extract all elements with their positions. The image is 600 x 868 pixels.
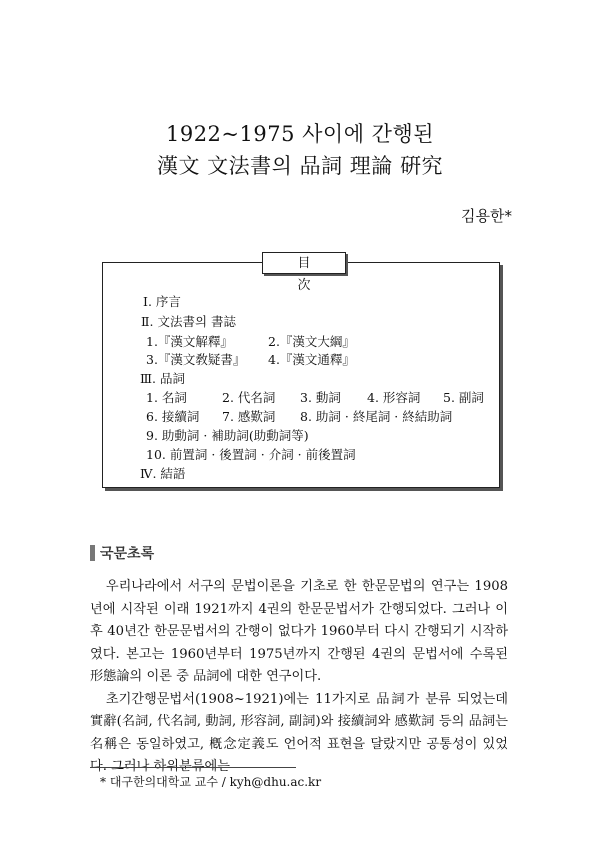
toc-item: 3.『漢文敎疑書』	[146, 352, 246, 367]
toc-item: 8. 助詞 · 終尾詞 · 終結助詞	[300, 409, 453, 424]
toc-item: 1.『漢文解釋』	[146, 334, 233, 349]
toc-section-1: Ⅰ. 序言	[143, 294, 181, 309]
toc-item: 5. 副詞	[443, 390, 484, 405]
toc-item: 9. 助動詞 · 補助詞(助動詞等)	[146, 428, 309, 443]
toc-item: 4. 形容詞	[367, 390, 421, 405]
paper-title-line-2: 漢文 文法書의 品詞 理論 硏究	[157, 154, 443, 178]
toc-section-3: Ⅲ. 品詞	[140, 371, 186, 386]
toc-item: 10. 前置詞 · 後置詞 · 介詞 · 前後置詞	[146, 447, 356, 462]
toc-item: 7. 感歎詞	[222, 409, 276, 424]
toc-section-4: Ⅳ. 結語	[140, 466, 186, 481]
toc-item: 1. 名詞	[146, 390, 187, 405]
author-name: 김용한*	[461, 207, 512, 225]
section-heading-bar	[90, 545, 95, 561]
abstract-paragraph-2: 초기간행문법서(1908~1921)에는 11가지로 品詞가 분류 되었는데 實辭(名詞, 代名詞, 動詞, 形容詞, 副詞)와 接續詞와 感歎詞 등의 品詞는 名稱은 동일하였고, 槪念定義도 언어적 표현을 달랐지만 공통성이 있었다. 그러나 하위분류에는	[90, 691, 508, 774]
footnote: * 대구한의대학교 교수 / kyh@dhu.ac.kr	[100, 775, 322, 789]
abstract-body	[90, 576, 508, 779]
toc-section-2: Ⅱ. 文法書의 書誌	[141, 314, 236, 329]
abstract-paragraph-1: 우리나라에서 서구의 문법이론을 기초로 한 한문문법의 연구는 1908년에 시작된 이래 1921까지 4권의 한문문법서가 간행되었다. 그러나 이후 40년간 한문문법서의 간행이 없다가 1960부터 다시 간행되기 시작하였다. 본고는 1960년부터 1975년까지 간행된 4권의 문법서에 수록된 形態論의 이론 중 品詞에 대한 연구이다.	[90, 579, 508, 684]
toc-item: 2.『漢文大綱』	[268, 334, 355, 349]
toc-item: 2. 代名詞	[222, 390, 276, 405]
table-of-contents-label: 目 次	[262, 252, 346, 274]
toc-item: 6. 接續詞	[146, 409, 200, 424]
footnote-rule	[90, 767, 296, 768]
abstract-heading: 국문초록	[100, 546, 155, 562]
toc-item: 3. 動詞	[300, 390, 341, 405]
paper-title-line-1: 1922~1975 사이에 간행된	[165, 122, 435, 146]
toc-item: 4.『漢文通釋』	[268, 352, 355, 367]
